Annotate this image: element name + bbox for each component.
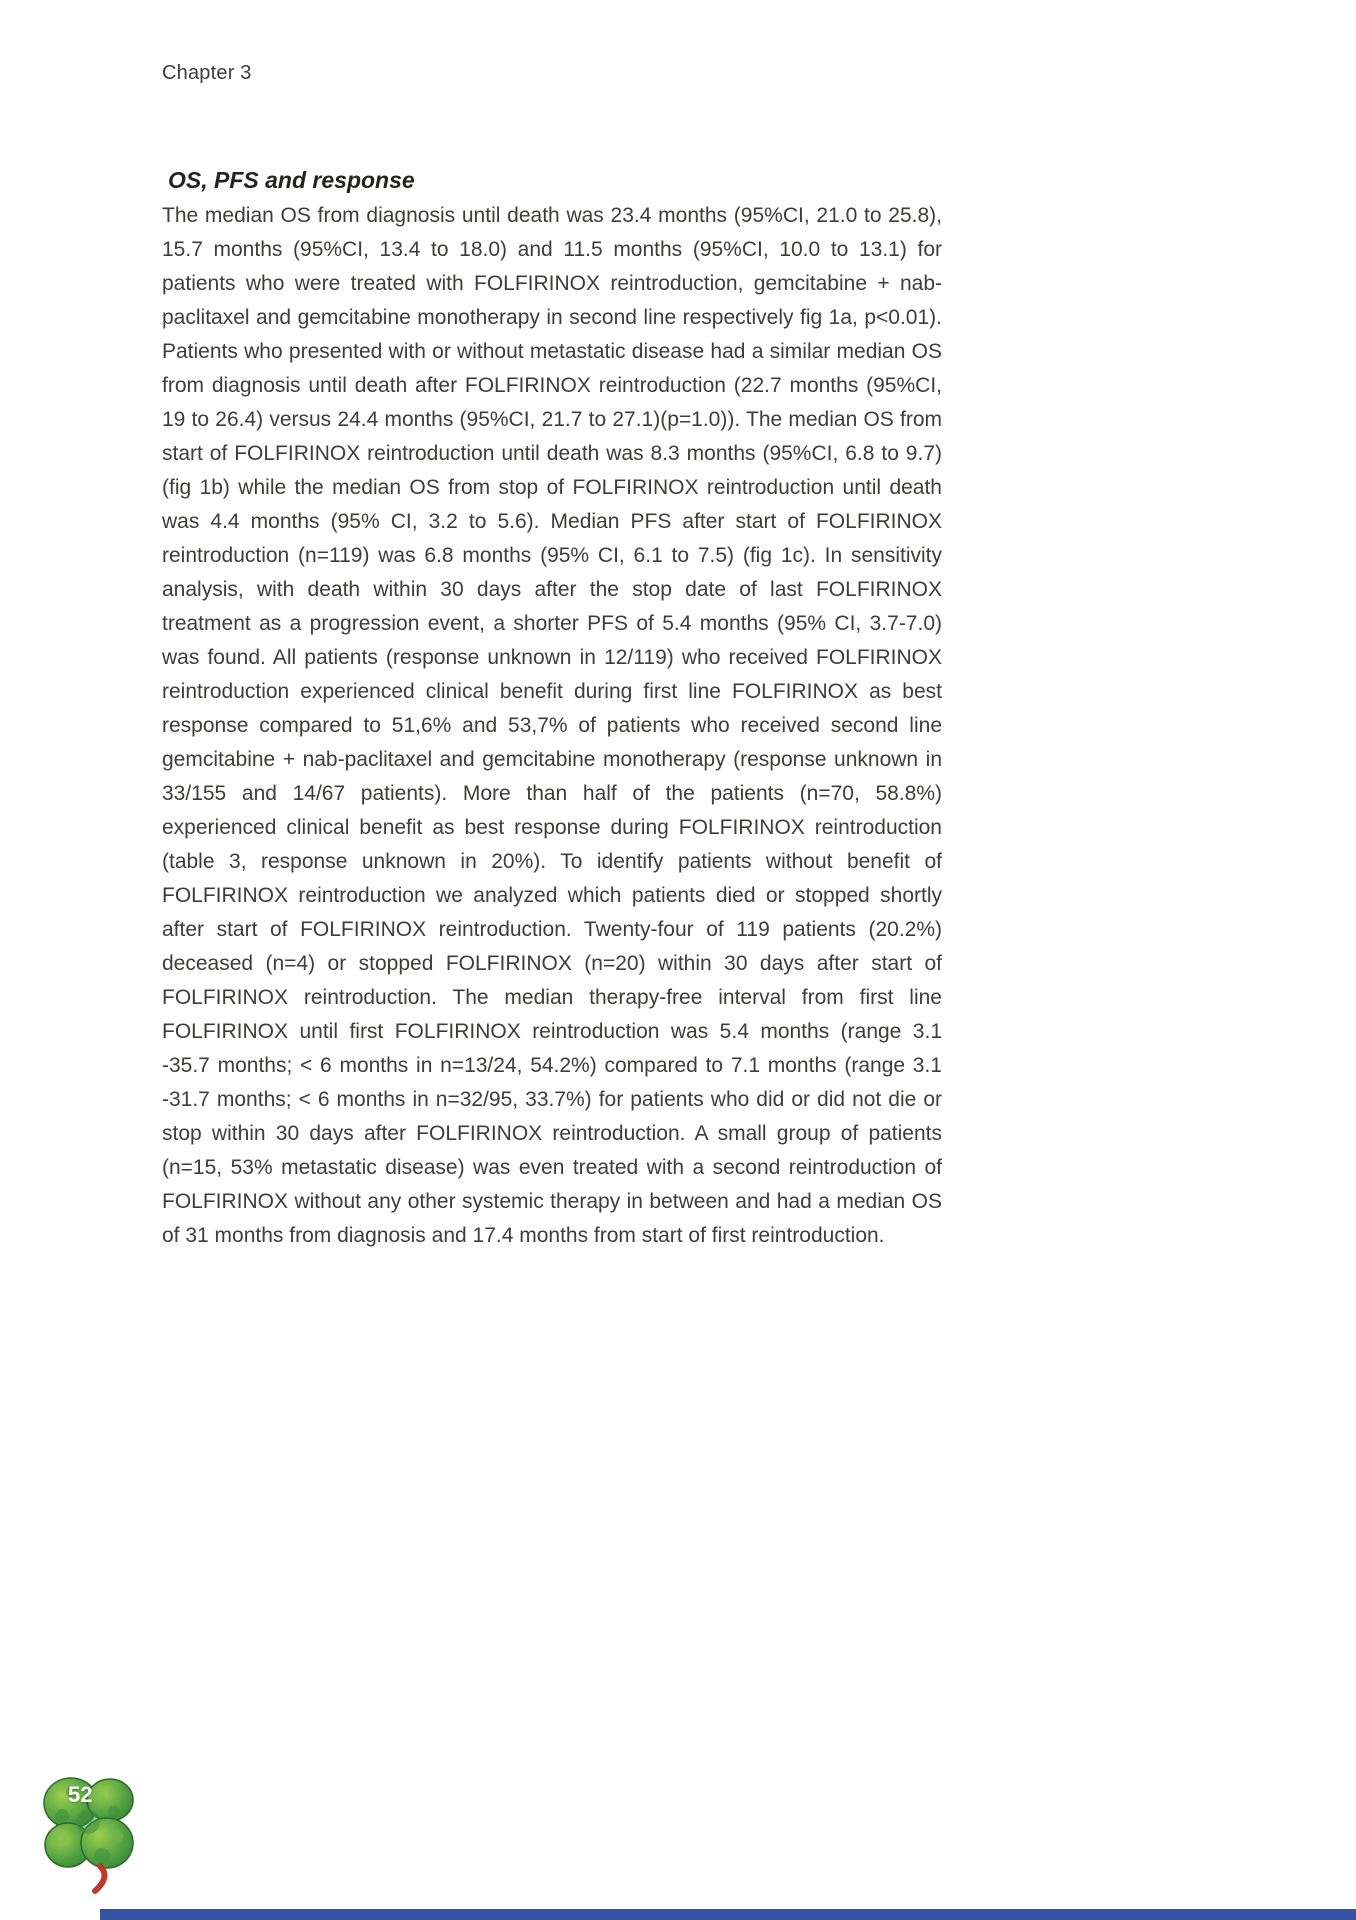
- bottom-accent-bar: [100, 1909, 1356, 1920]
- page-footer-ornament: [42, 1772, 136, 1894]
- running-header-chapter: Chapter 3: [162, 62, 252, 84]
- page-number: 52: [68, 1782, 93, 1807]
- body-paragraph: The median OS from diagnosis until death was 23.4 months (95%CI, 21.0 to 25.8), 15.7 months (95%CI, 13.4 to 18.0) and 11.5 months (95%CI, 10.0 to 13.1) for patients who were treated with FOLFIRINOX reintroduction, gemcitabine + nab-paclitaxel and gemcitabine monotherapy in second line respectively fig 1a, p<0.01). Patients who presented with or without metastatic disease had a similar median OS from diagnosis until death after FOLFIRINOX reintroduction (22.7 months (95%CI, 19 to 26.4) versus 24.4 months (95%CI, 21.7 to 27.1)(p=1.0)). The median OS from start of FOLFIRINOX reintroduction until death was 8.3 months (95%CI, 6.8 to 9.7)(fig 1b) while the median OS from stop of FOLFIRINOX reintroduction until death was 4.4 months (95% CI, 3.2 to 5.6). Median PFS after start of FOLFIRINOX reintroduction (n=119) was 6.8 months (95% CI, 6.1 to 7.5) (fig 1c). In sensitivity analysis, with death within 30 days after the stop date of last FOLFIRINOX treatment as a progression event, a shorter PFS of 5.4 months (95% CI, 3.7-7.0) was found. All patients (response unknown in 12/119) who received FOLFIRINOX reintroduction experienced clinical benefit during first line FOLFIRINOX as best response compared to 51,6% and 53,7% of patients who received second line gemcitabine + nab-paclitaxel and gemcitabine monotherapy (response unknown in 33/155 and 14/67 patients). More than half of the patients (n=70, 58.8%) experienced clinical benefit as best response during FOLFIRINOX reintroduction (table 3, response unknown in 20%). To identify patients without benefit of FOLFIRINOX reintroduction we analyzed which patients died or stopped shortly after start of FOLFIRINOX reintroduction. Twenty-four of 119 patients (20.2%) deceased (n=4) or stopped FOLFIRINOX (n=20) within 30 days after start of FOLFIRINOX reintroduction. The median therapy-free interval from first line FOLFIRINOX until first FOLFIRINOX reintroduction was 5.4 months (range 3.1 -35.7 months; < 6 months in n=13/24, 54.2%) compared to 7.1 months (range 3.1 -31.7 months; < 6 months in n=32/95, 33.7%) for patients who did or did not die or stop within 30 days after FOLFIRINOX reintroduction. A small group of patients (n=15, 53% metastatic disease) was even treated with a second reintroduction of FOLFIRINOX without any other systemic therapy in between and had a median OS of 31 months from diagnosis and 17.4 months from start of first reintroduction.: [162, 204, 942, 1247]
- section-heading: OS, PFS and response: [168, 167, 415, 193]
